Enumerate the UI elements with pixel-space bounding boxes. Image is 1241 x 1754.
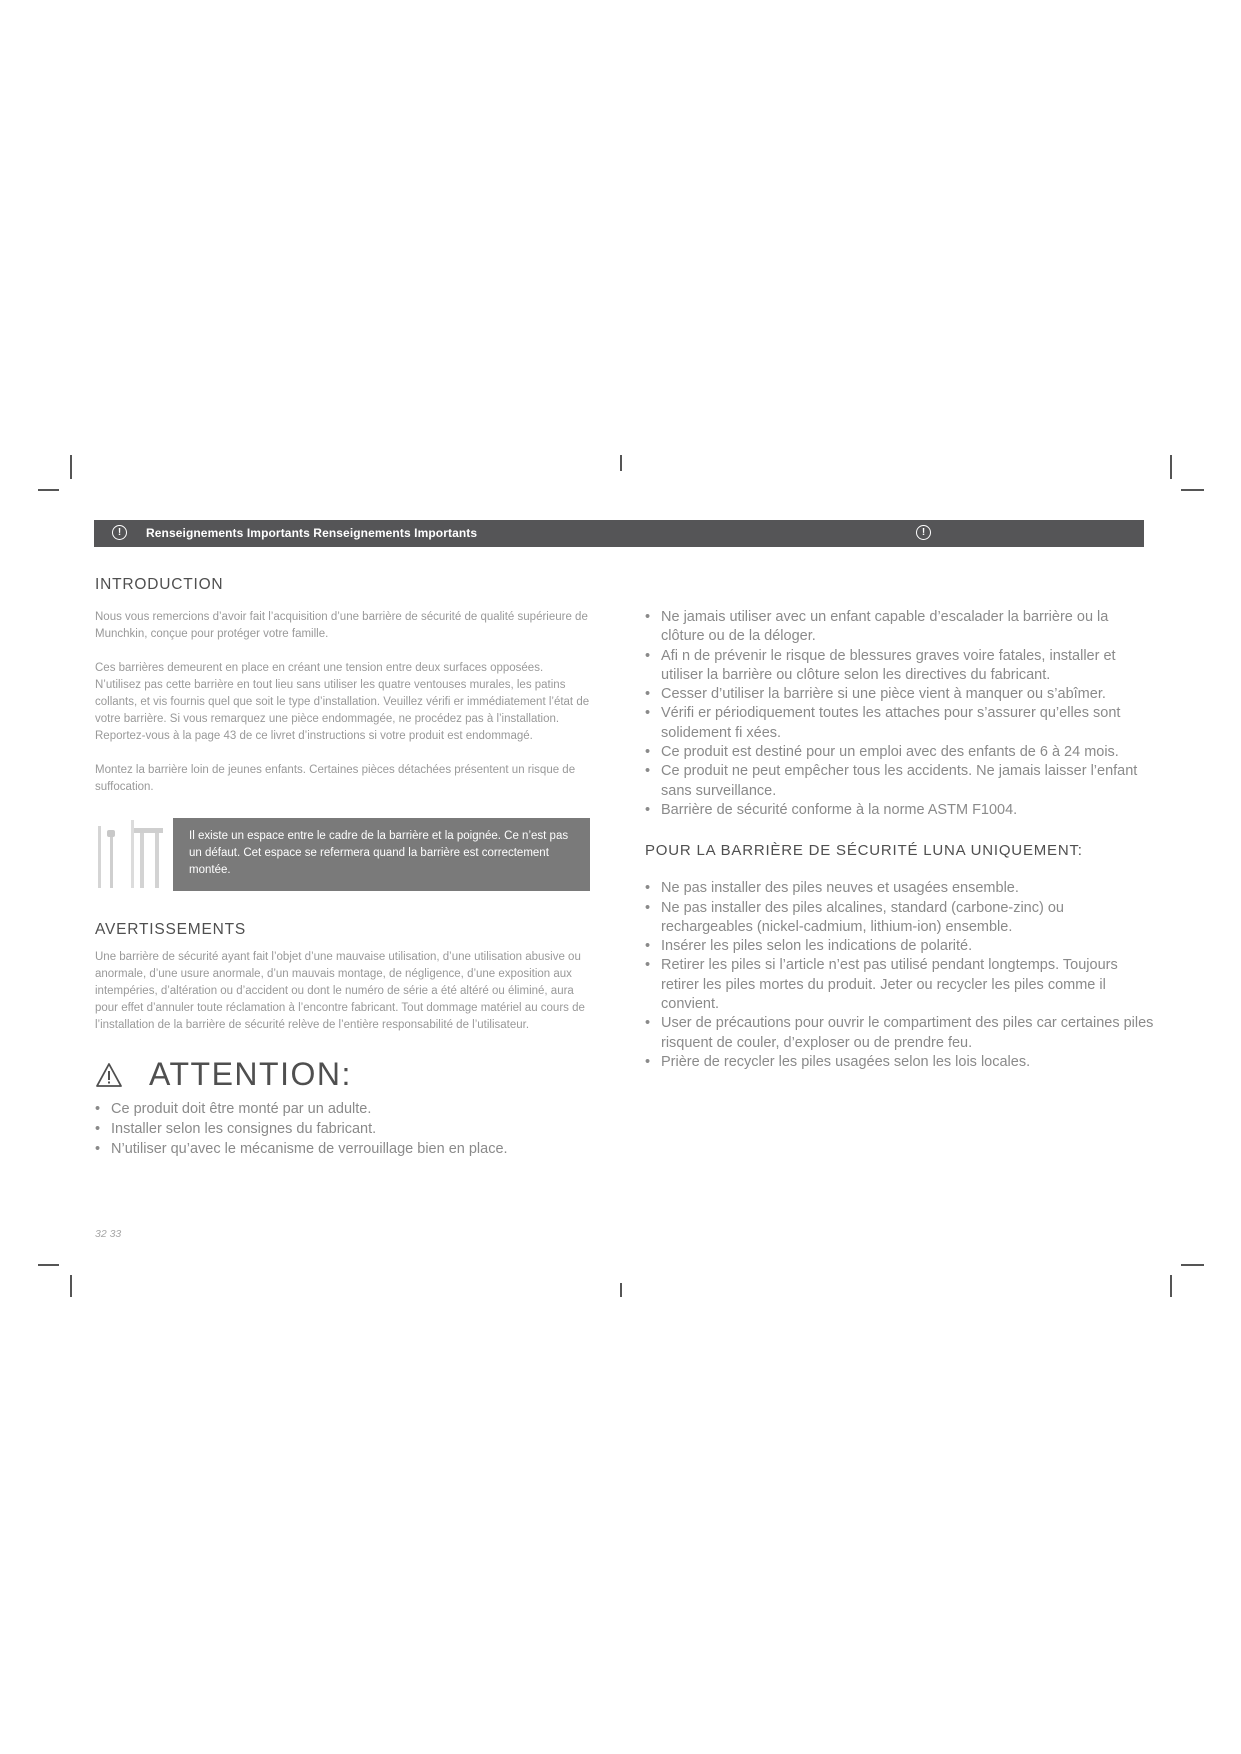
left-column bbox=[95, 576, 590, 1159]
intro-paragraph-1: Nous vous remercions d’avoir fait l’acquisition d’une barrière de sécurité de qualité supérieure de Munchkin, conçue pour protéger votre famille. bbox=[95, 611, 588, 640]
banner-title: Renseignements Importants Renseignements Importants bbox=[146, 526, 478, 540]
list-item: • Insérer les piles selon les indications de polarité. bbox=[645, 937, 1155, 956]
attention-heading: ATTENTION: bbox=[149, 1056, 352, 1092]
alert-circle-icon: ! bbox=[916, 525, 931, 540]
crop-mark bbox=[70, 1275, 72, 1297]
luna-heading: POUR LA BARRIÈRE DE SÉCURITÉ LUNA UNIQUEMENT: bbox=[645, 842, 1083, 860]
list-item: • Ne pas installer des piles alcalines, standard (carbone-zinc) ou rechargeables (nickel-cadmium, lithium-ion) ensemble. bbox=[645, 899, 1155, 938]
list-item: • N’utiliser qu’avec le mécanisme de verrouillage bien en place. bbox=[95, 1139, 590, 1159]
crop-mark bbox=[620, 1283, 622, 1297]
list-item: • Ce produit ne peut empêcher tous les accidents. Ne jamais laisser l’enfant sans surveillance. bbox=[645, 762, 1155, 801]
list-item: • User de précautions pour ouvrir le compartiment des piles car certaines piles risquent de couler, d’exploser ou de prendre feu. bbox=[645, 1014, 1155, 1053]
list-item: • Retirer les piles si l’article n’est pas utilisé pendant longtemps. Toujours retirer les piles mortes du produit. Jeter ou recycler les piles comme il convient. bbox=[645, 956, 1155, 1014]
intro-paragraph-2: Ces barrières demeurent en place en créant une tension entre deux surfaces opposées. N’utilisez pas cette barrière en tout lieu sans utiliser les quatre ventouses murales, les patins collants, et vis fournis quel que soit le type d’installation. Veuillez vérifi er immédiatement l’état de votre barrière. Si vous remarquez une pièce endommagée, ne procédez pas à l’installation. Reportez-vous à la page 43 de ce livret d’instructions si votre produit est endommagé. bbox=[95, 662, 590, 742]
crop-mark bbox=[1181, 489, 1204, 491]
crop-mark bbox=[1170, 1275, 1172, 1297]
right-column bbox=[645, 608, 1155, 1072]
list-item: • Vérifi er périodiquement toutes les attaches pour s’assurer qu’elles sont solidement fi xées. bbox=[645, 704, 1155, 743]
list-item: • Barrière de sécurité conforme à la norme ASTM F1004. bbox=[645, 801, 1155, 820]
crop-mark bbox=[70, 455, 72, 479]
attention-header bbox=[95, 1056, 590, 1093]
crop-mark bbox=[38, 1264, 59, 1266]
list-item: • Afi n de prévenir le risque de blessures graves voire fatales, installer et utiliser la barrière ou clôture selon les directives du fabricant. bbox=[645, 647, 1155, 686]
list-item: • Ne jamais utiliser avec un enfant capable d’escalader la barrière ou la clôture ou de la déloger. bbox=[645, 608, 1155, 647]
page-numbers: 32 33 bbox=[95, 1228, 122, 1240]
gate-illustration bbox=[95, 818, 173, 891]
list-item: • Ce produit doit être monté par un adulte. bbox=[95, 1099, 590, 1119]
warnings-list bbox=[645, 608, 1155, 820]
list-item: • Ne pas installer des piles neuves et usagées ensemble. bbox=[645, 879, 1155, 898]
list-item: • Ce produit est destiné pour un emploi avec des enfants de 6 à 24 mois. bbox=[645, 743, 1155, 762]
warning-triangle-icon bbox=[95, 1062, 123, 1088]
gate-note bbox=[95, 818, 590, 891]
crop-mark bbox=[38, 489, 59, 491]
crop-mark bbox=[620, 455, 622, 471]
list-item: • Installer selon les consignes du fabricant. bbox=[95, 1119, 590, 1139]
avertissements-heading: AVERTISSEMENTS bbox=[95, 921, 247, 938]
gate-icon bbox=[95, 818, 173, 891]
list-item: • Prière de recycler les piles usagées selon les lois locales. bbox=[645, 1053, 1155, 1072]
avertissements-paragraph: Une barrière de sécurité ayant fait l’objet d’une mauvaise utilisation, d’une utilisation abusive ou anormale, d’une usure anormale, d’un mauvais montage, de négligence, d’une exposition aux intempéries, d’altération ou d’accident ou dont le numéro de série a été altéré ou éliminé, aura pour effet d’annuler toute réclamation à l’encontre fabricant. Tout dommage matériel au cours de l’installation de la barrière de sécurité relève de l’entière responsabilité de l’utilisateur. bbox=[95, 951, 585, 1031]
header-banner bbox=[94, 520, 1144, 547]
intro-paragraph-3: Montez la barrière loin de jeunes enfants. Certaines pièces détachées présentent un risque de suffocation. bbox=[95, 764, 576, 793]
note-text: Il existe un espace entre le cadre de la barrière et la poignée. Ce n’est pas un défaut. Cet espace se refermera quand la barrière est correctement montée. bbox=[173, 818, 590, 891]
crop-mark bbox=[1170, 455, 1172, 479]
crop-mark bbox=[1181, 1264, 1204, 1266]
alert-circle-icon: ! bbox=[112, 525, 127, 540]
introduction-heading: INTRODUCTION bbox=[95, 576, 224, 593]
luna-list bbox=[645, 879, 1155, 1072]
attention-list bbox=[95, 1099, 590, 1159]
list-item: • Cesser d’utiliser la barrière si une pièce vient à manquer ou s’abîmer. bbox=[645, 685, 1155, 704]
